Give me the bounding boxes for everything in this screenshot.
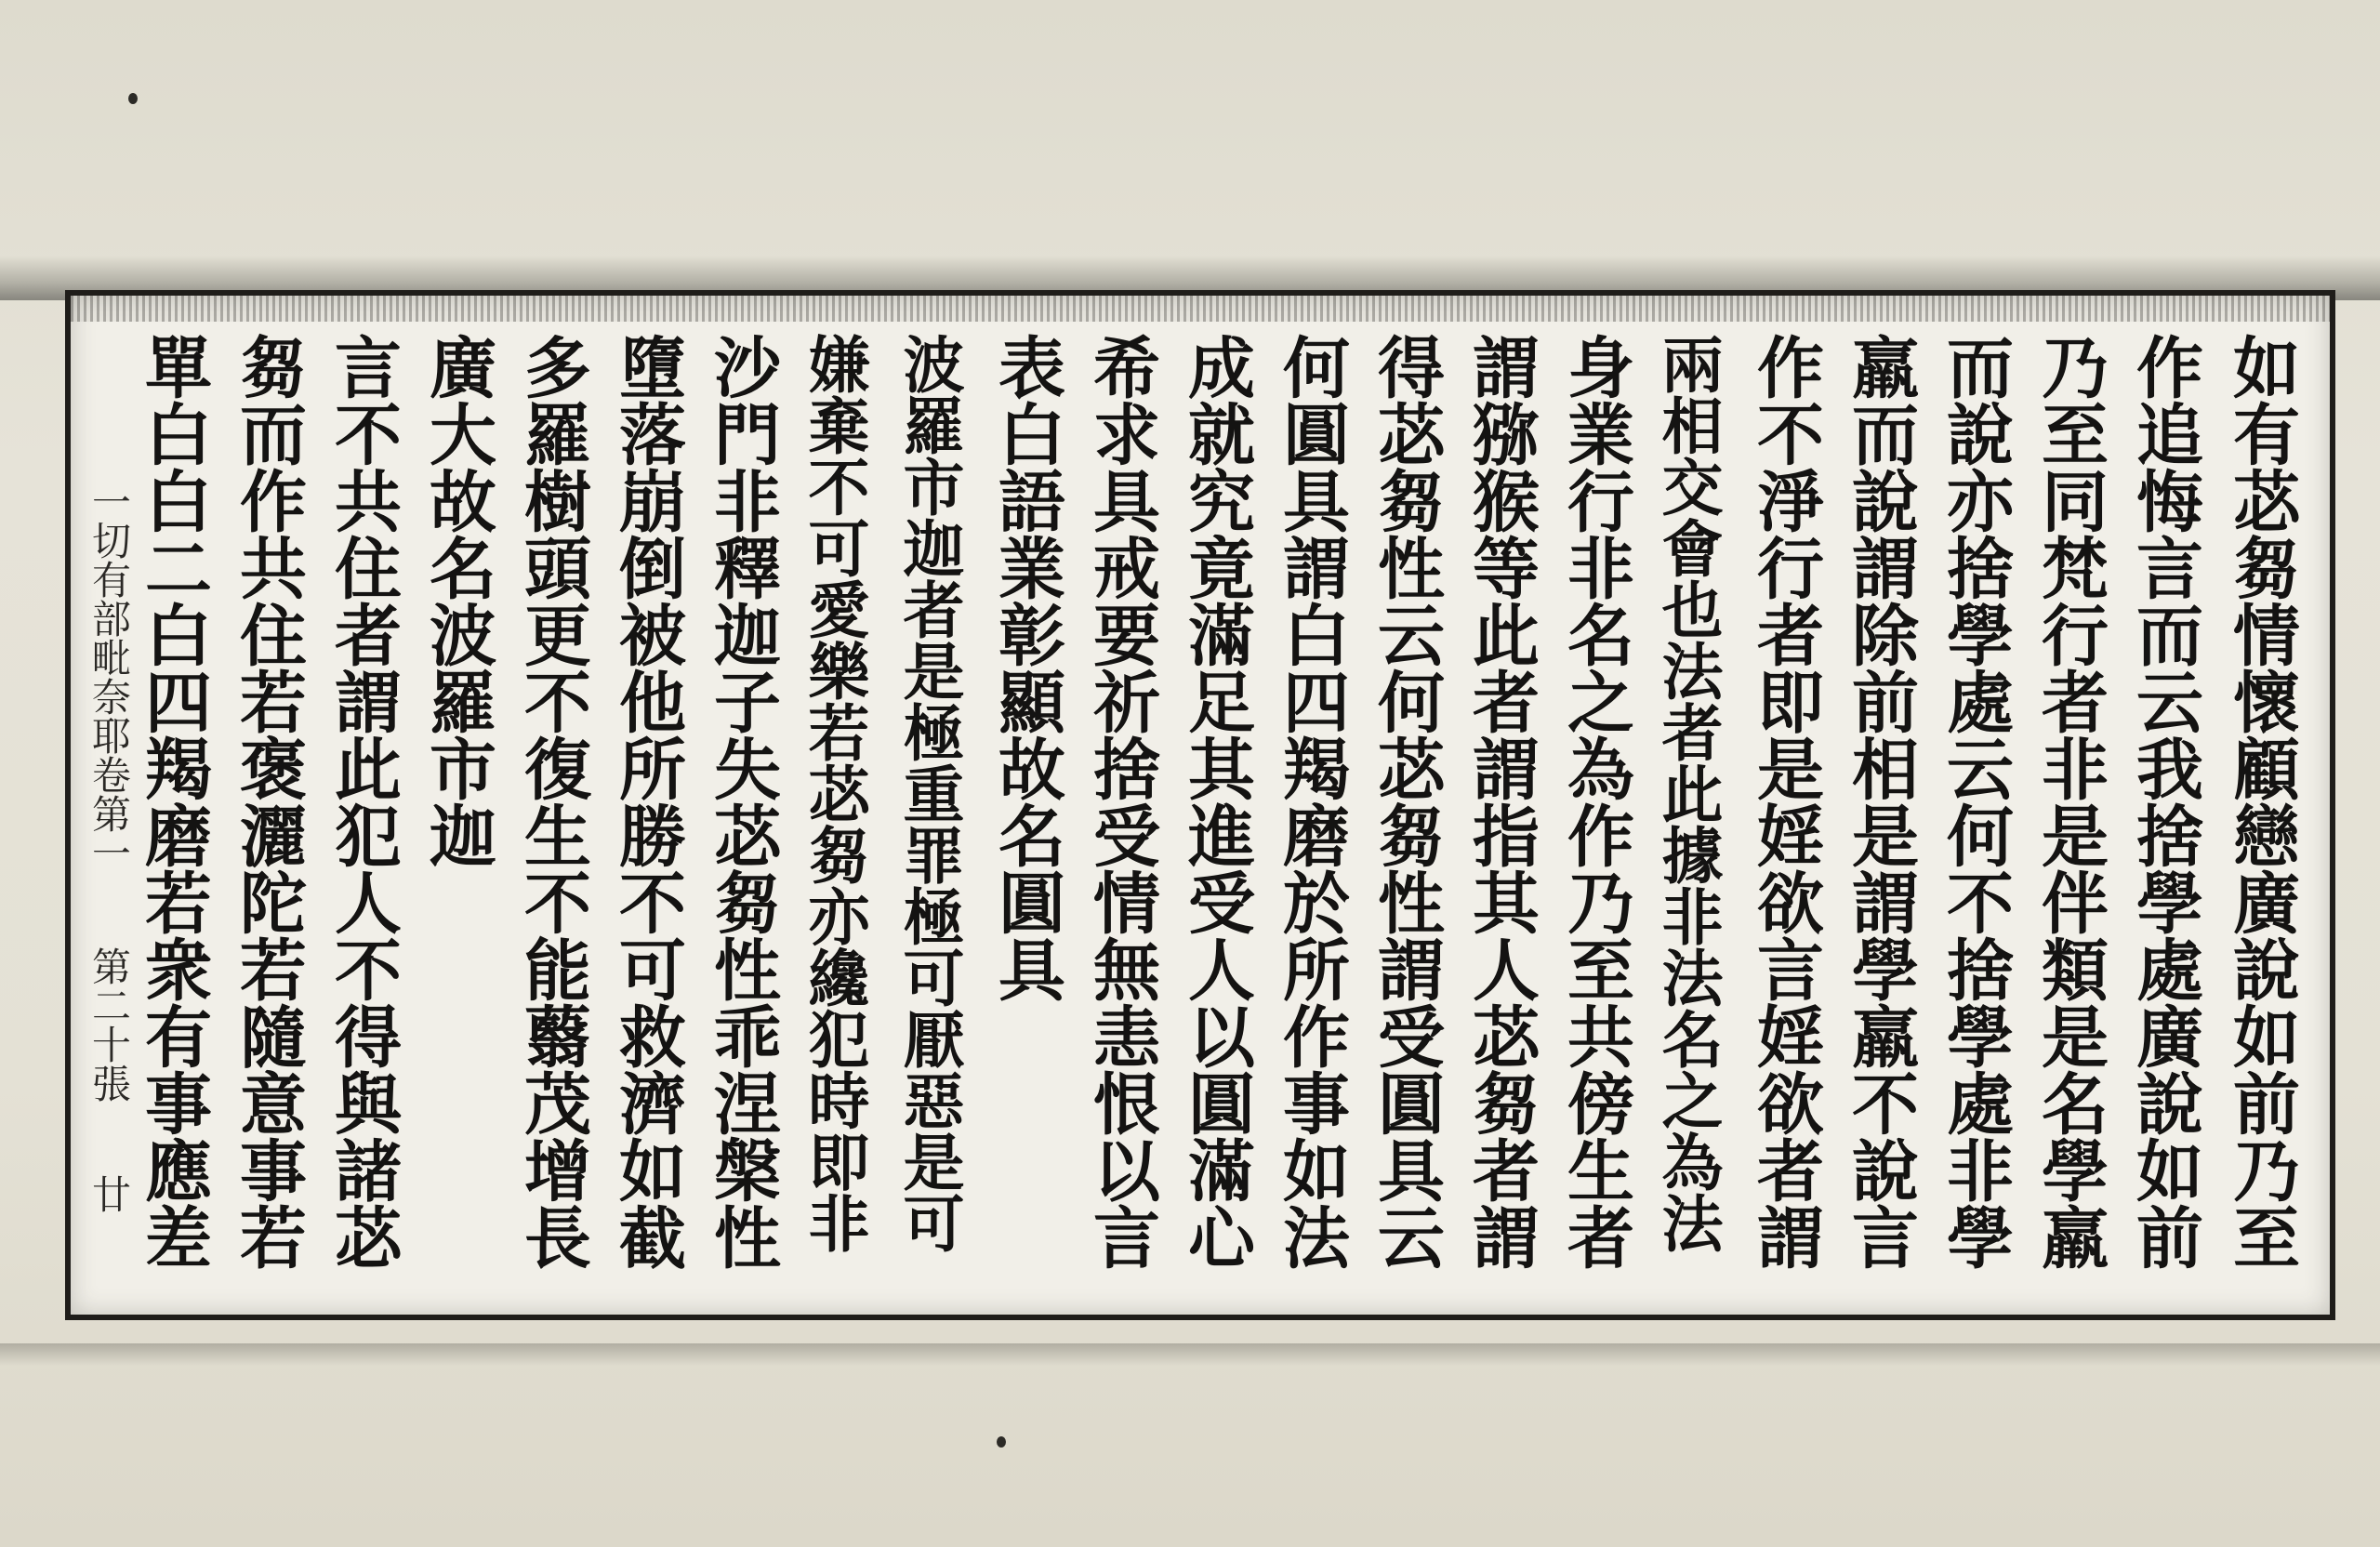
text-column-5: 羸而說謂除前相是謂學羸不說言 [1841,333,1920,1270]
bottom-shadow [0,1343,2380,1366]
block-number: 廿 [86,1174,132,1213]
text-column-10: 得苾芻性云何苾芻性謂受圓具云 [1367,333,1446,1270]
text-column-2: 作追悔言而云我捨學處廣說如前 [2125,333,2204,1270]
text-column-18: 墮落崩倒被他所勝不可救濟如截 [608,333,687,1270]
printed-text-block [65,290,2335,1320]
text-column-9: 謂猕猴等此者謂指其人苾芻者謂 [1461,333,1540,1270]
text-column-4: 而說亦捨學處云何不捨學處非學 [1936,333,2015,1270]
ink-spot [997,1436,1006,1448]
text-column-21: 言不共住者謂此犯人不得與諸苾 [324,333,403,1270]
text-column-14: 表白語業彰顯故名圓具 [987,333,1066,1002]
text-column-6: 作不淨行者即是婬欲言婬欲者謂 [1746,333,1825,1270]
text-column-22: 芻而作共住若褒灑陀若隨意事若 [229,333,308,1270]
text-column-15: 波羅市迦者是極重罪極可厭惡是可 [892,333,965,1253]
text-column-3: 乃至同梵行者非是伴類是名學羸 [2030,333,2109,1270]
text-column-1: 如有苾芻情懷顧戀廣說如前乃至 [2222,333,2301,1270]
ink-spot [128,93,138,104]
text-column-16: 嫌棄不可愛樂若苾芻亦纔犯時即非 [798,333,870,1253]
text-column-20: 廣大故名波羅市迦 [418,333,497,868]
text-column-8: 身業行非名之為作乃至共傍生者 [1556,333,1635,1270]
text-column-7: 兩相交會也法者此據非法名之為法 [1651,333,1724,1253]
text-column-23: 單白白二白四羯磨若衆有事應差 [134,333,213,1270]
text-column-13: 希求具戒要祈捨受情無恚恨以言 [1082,333,1161,1270]
text-column-11: 何圓具謂白四羯磨於所作事如法 [1272,333,1351,1270]
text-column-17: 沙門非釋迦子失苾芻性乖涅槃性 [703,333,782,1270]
page-number-label: 第二十張 [86,946,132,1103]
volume-title: 一切有部毗奈耶卷第一 [86,482,132,872]
text-column-12: 成就究竟滿足其進受人以圓滿心 [1177,333,1256,1270]
text-column-19: 多羅樹頭更不復生不能蘙茂增長 [513,333,592,1270]
